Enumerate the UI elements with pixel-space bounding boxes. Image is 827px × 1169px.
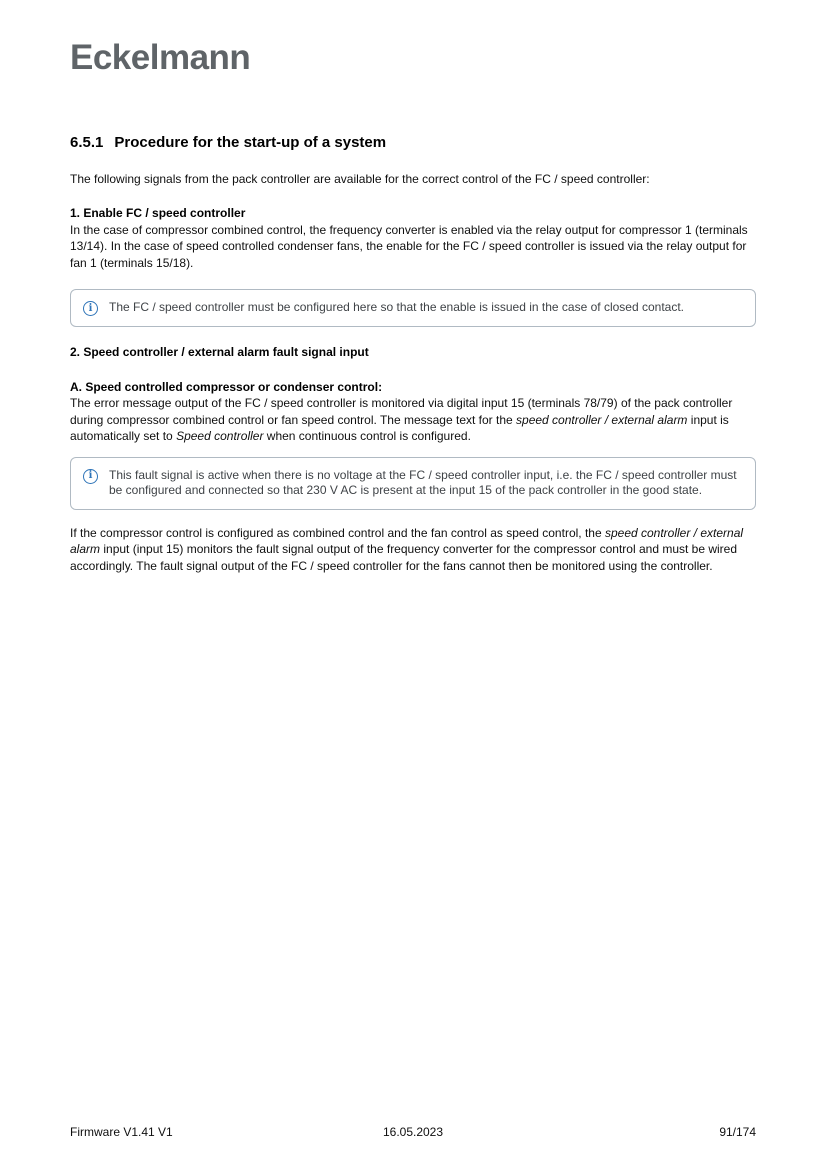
intro-paragraph: The following signals from the pack controller are available for the correct control of the FC / speed controller: <box>70 171 650 186</box>
sectionA-run-0: The error message output of the FC / speed controller is monitored via digital input 15 (terminals 78/79) of the pack controller during compressor combined control or fan speed control. The message text for the <box>70 396 733 427</box>
footer-firmware-version: Firmware V1.41 V1 <box>70 1125 173 1139</box>
section2-title: 2. Speed controller / external alarm fault signal input <box>70 345 369 359</box>
sectionA-run-2: input is automatically set to <box>70 412 729 443</box>
closing-run-1: speed controller / external alarm <box>70 525 744 556</box>
section1-body: In the case of compressor combined control, the frequency converter is enabled via the relay output for compressor 1 (terminals 13/14). In the case of speed controlled condenser fans, the enable for the FC / speed controller is issued via the relay output for fan 1 (terminals 15/18). <box>70 222 748 270</box>
info-box-1-text: The FC / speed controller must be configured here so that the enable is issued in the case of closed contact. <box>109 300 684 314</box>
sectionA-title: A. Speed controlled compressor or condenser control: <box>70 379 383 394</box>
footer-date: 16.05.2023 <box>382 1125 444 1139</box>
info-box-2-text: This fault signal is active when there is no voltage at the FC / speed controller input, i.e. the FC / speed controller must be configured and connected so that 230 V AC is present at the input 15 of the pack controller in the good state. <box>109 467 737 497</box>
info-icon-glyph: i <box>88 302 93 314</box>
section-heading-title: Procedure for the start-up of a system <box>114 134 387 151</box>
section1-title: 1. Enable FC / speed controller <box>70 206 246 220</box>
page-footer <box>70 1125 756 1139</box>
info-box-2 <box>70 457 756 510</box>
info-icon <box>83 301 98 316</box>
sectionA-run-3: Speed controller <box>176 429 264 443</box>
closing-paragraph <box>70 525 756 575</box>
closing-run-2: input (input 15) monitors the fault signal output of the frequency converter for the compressor control and must be wired accordingly. The fault signal output of the FC / speed controller for the fans cannot then be monitored using the controller. <box>70 542 738 573</box>
info-icon <box>83 469 98 484</box>
page-content <box>70 0 756 574</box>
company-logo: Eckelmann <box>70 38 251 77</box>
sectionA-run-1: speed controller / external alarm <box>516 412 688 427</box>
section-heading-number: 6.5.1 <box>70 134 104 151</box>
section-heading <box>70 135 756 152</box>
info-box-1 <box>70 289 756 327</box>
closing-run-0: If the compressor control is configured as combined control and the fan control as speed control, the <box>70 525 605 540</box>
sectionA-run-4: when continuous control is configured. <box>263 429 471 443</box>
sectionA-body <box>70 395 756 445</box>
footer-page-number: 91/174 <box>719 1125 757 1139</box>
info-icon-glyph: i <box>88 470 93 481</box>
